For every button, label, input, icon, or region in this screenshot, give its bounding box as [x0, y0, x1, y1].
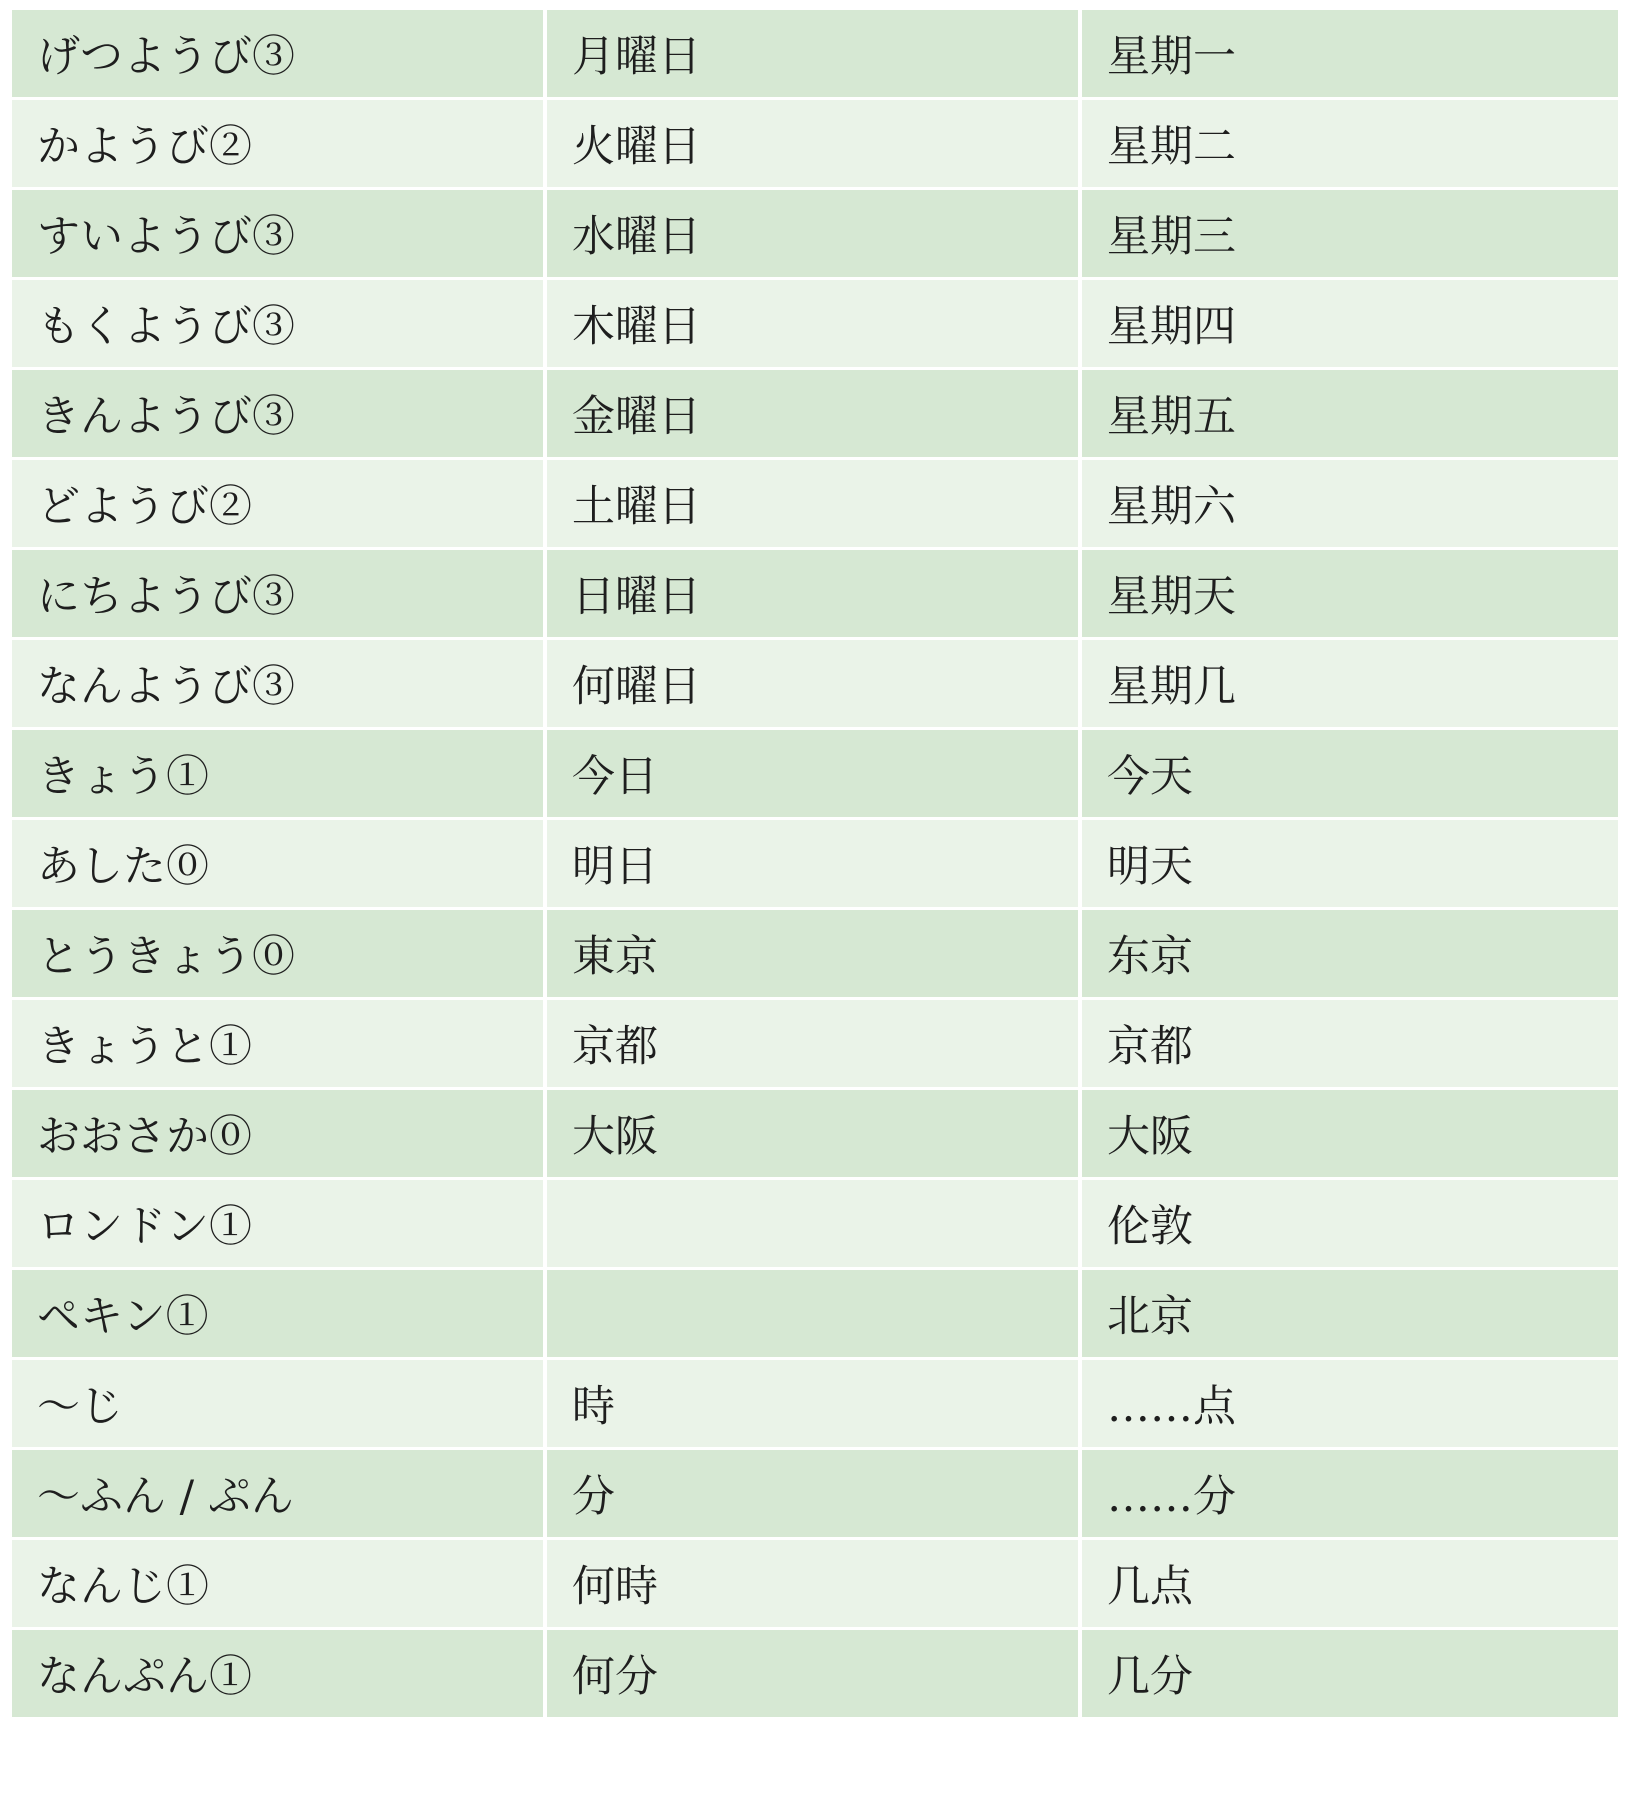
kanji-cell: 何分 [547, 1630, 1082, 1720]
kana-cell: きんようび③ [12, 370, 547, 460]
table-row [12, 1270, 1618, 1360]
kana-cell: ～ふん / ぷん [12, 1450, 547, 1540]
table-row [12, 1360, 1618, 1450]
kana-cell: なんぷん① [12, 1630, 547, 1720]
table-row [12, 910, 1618, 1000]
table-row [12, 1630, 1618, 1720]
chinese-cell: 明天 [1082, 820, 1618, 910]
chinese-cell: 今天 [1082, 730, 1618, 820]
table-row [12, 820, 1618, 910]
kanji-cell: 月曜日 [547, 10, 1082, 100]
chinese-cell: 星期几 [1082, 640, 1618, 730]
kana-cell: すいようび③ [12, 190, 547, 280]
chinese-cell: 星期一 [1082, 10, 1618, 100]
chinese-cell: ……分 [1082, 1450, 1618, 1540]
table-row [12, 1540, 1618, 1630]
kanji-cell [547, 1180, 1082, 1270]
kana-cell: ロンドン① [12, 1180, 547, 1270]
kanji-cell: 土曜日 [547, 460, 1082, 550]
kana-cell: おおさか⓪ [12, 1090, 547, 1180]
chinese-cell: 星期六 [1082, 460, 1618, 550]
table-row [12, 550, 1618, 640]
kana-cell: とうきょう⓪ [12, 910, 547, 1000]
table-row [12, 1000, 1618, 1090]
table-row [12, 100, 1618, 190]
kanji-cell: 時 [547, 1360, 1082, 1450]
table-row [12, 1090, 1618, 1180]
chinese-cell: 星期三 [1082, 190, 1618, 280]
chinese-cell: 东京 [1082, 910, 1618, 1000]
chinese-cell: 星期天 [1082, 550, 1618, 640]
vocabulary-table [12, 10, 1618, 1720]
table-row [12, 370, 1618, 460]
table-row [12, 1450, 1618, 1540]
kana-cell: なんじ① [12, 1540, 547, 1630]
kana-cell: どようび② [12, 460, 547, 550]
kanji-cell: 水曜日 [547, 190, 1082, 280]
table-row [12, 10, 1618, 100]
kanji-cell: 何時 [547, 1540, 1082, 1630]
vocabulary-table-body [12, 10, 1618, 1720]
chinese-cell: 几点 [1082, 1540, 1618, 1630]
chinese-cell: 京都 [1082, 1000, 1618, 1090]
table-row [12, 190, 1618, 280]
kana-cell: もくようび③ [12, 280, 547, 370]
chinese-cell: 星期二 [1082, 100, 1618, 190]
table-row [12, 1180, 1618, 1270]
kanji-cell: 分 [547, 1450, 1082, 1540]
kana-cell: げつようび③ [12, 10, 547, 100]
kanji-cell: 日曜日 [547, 550, 1082, 640]
kanji-cell [547, 1270, 1082, 1360]
kana-cell: きょうと① [12, 1000, 547, 1090]
kanji-cell: 火曜日 [547, 100, 1082, 190]
table-row [12, 280, 1618, 370]
kanji-cell: 何曜日 [547, 640, 1082, 730]
kana-cell: ～じ [12, 1360, 547, 1450]
chinese-cell: 几分 [1082, 1630, 1618, 1720]
kanji-cell: 今日 [547, 730, 1082, 820]
table-row [12, 640, 1618, 730]
kana-cell: にちようび③ [12, 550, 547, 640]
kana-cell: かようび② [12, 100, 547, 190]
kana-cell: あした⓪ [12, 820, 547, 910]
chinese-cell: 伦敦 [1082, 1180, 1618, 1270]
chinese-cell: 星期四 [1082, 280, 1618, 370]
kanji-cell: 木曜日 [547, 280, 1082, 370]
kana-cell: ペキン① [12, 1270, 547, 1360]
chinese-cell: 星期五 [1082, 370, 1618, 460]
kanji-cell: 東京 [547, 910, 1082, 1000]
kanji-cell: 明日 [547, 820, 1082, 910]
chinese-cell: ……点 [1082, 1360, 1618, 1450]
kana-cell: なんようび③ [12, 640, 547, 730]
kanji-cell: 金曜日 [547, 370, 1082, 460]
chinese-cell: 北京 [1082, 1270, 1618, 1360]
kanji-cell: 大阪 [547, 1090, 1082, 1180]
kana-cell: きょう① [12, 730, 547, 820]
kanji-cell: 京都 [547, 1000, 1082, 1090]
chinese-cell: 大阪 [1082, 1090, 1618, 1180]
table-row [12, 460, 1618, 550]
table-row [12, 730, 1618, 820]
